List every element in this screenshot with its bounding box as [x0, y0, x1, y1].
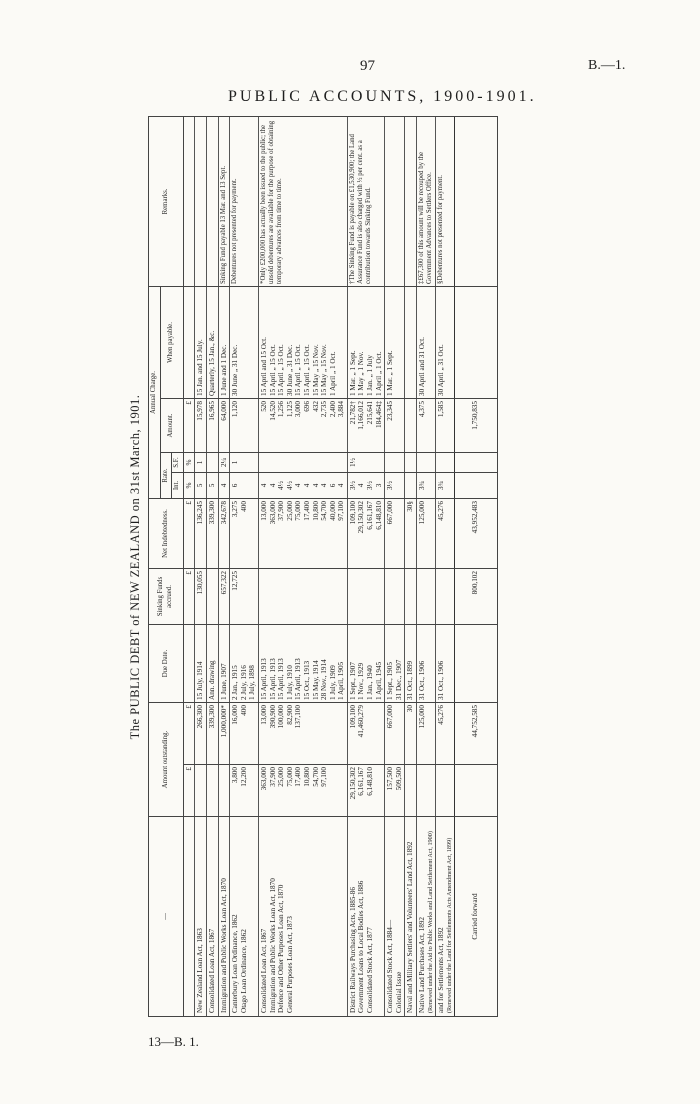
- unit-net: £: [183, 499, 195, 569]
- table-row: [417, 116, 436, 1016]
- cell-a2: 339,300: [206, 703, 218, 765]
- unit-a2: £: [183, 703, 195, 765]
- cell-loan: [385, 817, 405, 1017]
- unit-a1: £: [183, 765, 195, 817]
- cell-net: 136,245: [195, 499, 207, 569]
- cell-loan: [417, 817, 436, 1017]
- cell-a2: 667,000: [385, 703, 405, 765]
- cell-a2: 13,000 390,900 100,000 82,900 137,100: [258, 703, 347, 765]
- table-title: The PUBLIC DEBT of NEW ZEALAND on 31st March, 1901.: [128, 394, 142, 740]
- cell-int: 4: [218, 473, 230, 499]
- cell-a1: 3,800 12,200: [230, 765, 259, 817]
- cell-sf: 657,322: [218, 569, 230, 625]
- carried-a1: [454, 765, 497, 817]
- cell-sf: [347, 569, 384, 625]
- header-annual: Annual Charge.: [149, 286, 161, 498]
- cell-rsf: [385, 453, 405, 473]
- header-sinking: Sinking Funds accrued.: [149, 569, 184, 625]
- cell-int: [405, 473, 417, 499]
- cell-a1: [206, 765, 218, 817]
- carried-sf: 800,102: [454, 569, 497, 625]
- cell-amt: 1,120: [230, 399, 259, 453]
- loan-name: Consolidated Loan Act, 1867: [207, 928, 216, 1013]
- cell-int: 6: [230, 473, 259, 499]
- cell-rem: §Debentures not presented for payment.: [436, 116, 455, 286]
- cell-rem: *Only £200,000 has actually been issued to the public; the unsold debentures are available for the purpose of obtaining temporary advances from time to time.: [258, 116, 347, 286]
- cell-rsf: [436, 453, 455, 473]
- cell-a1: [195, 765, 207, 817]
- cell-net: 45,276: [436, 499, 455, 569]
- cell-a2: 125,000: [417, 703, 436, 765]
- cell-rem: [206, 116, 218, 286]
- header-due: Due Date.: [149, 625, 184, 703]
- cell-loan: [436, 817, 455, 1017]
- header-int: Int.: [172, 473, 184, 499]
- cell-int: 3½: [385, 473, 405, 499]
- unit-row: [183, 116, 195, 1016]
- header-net: Net Indebtedness.: [149, 499, 184, 569]
- carried-rsf: [454, 453, 497, 473]
- loan-name: Consolidated Loan Act, 1867 Immigration and Public Works Loan Act, 1870 Defence and Other Purposes Loan Act, 1870 General Purposes Loan Act, 1873: [259, 878, 294, 1013]
- cell-a2: 109,100 41,460,279: [347, 703, 384, 765]
- loan-renewal-note: (Renewed under the Land for Settlements Acts Amendment Act, 1899): [445, 837, 453, 1013]
- cell-amt: 21,782† 1,166,012 215,641 184,464‡: [347, 399, 384, 453]
- cell-rem: Sinking Fund payable 13 Mar. and 13 Sept.: [218, 116, 230, 286]
- cell-net: 342,678: [218, 499, 230, 569]
- cell-a2: 1,000,000*: [218, 703, 230, 765]
- cell-a1: [436, 765, 455, 817]
- cell-amt: 4,375: [417, 399, 436, 453]
- cell-due: 31 Oct., 1906: [436, 625, 455, 703]
- loan-name: Immigration and Public Works Loan Act, 1870: [219, 878, 228, 1013]
- cell-int: 5: [195, 473, 207, 499]
- cell-due: 15 April, 1913 15 April, 1913 15 April, 1913 1 July, 1910 15 April, 1913 15 Oct., 1913 15 May, 1914 28 Nov., 1914 1 July, 1909 1 April, 1905: [258, 625, 347, 703]
- cell-net: 13,000 363,000 37,900 25,000 75,000 17,400 10,800 54,700 40,000 97,100: [258, 499, 347, 569]
- cell-amt: 16,965: [206, 399, 218, 453]
- cell-net: 30§: [405, 499, 417, 569]
- cell-sf: 12,725: [230, 569, 259, 625]
- cell-net: 125,000: [417, 499, 436, 569]
- cell-net: 667,000: [385, 499, 405, 569]
- cell-when: 30 June „ 31 Dec.: [230, 286, 259, 398]
- cell-when: 30 April „ 31 Oct.: [436, 286, 455, 398]
- cell-amt: 520 14,520 1,256 1,125 3,000 696 432 2,735 2,400 3,884: [258, 399, 347, 453]
- cell-rsf: [258, 453, 347, 473]
- cell-due: 15 July, 1914: [195, 625, 207, 703]
- cell-rem: ‡£67,300 of this amount will be recouped by the Government Advances to Settlers Office.: [417, 116, 436, 286]
- cell-due: 31 Oct., 1906: [417, 625, 436, 703]
- cell-int: 3¾: [436, 473, 455, 499]
- header-when: When payable.: [160, 286, 183, 398]
- cell-sf: [258, 569, 347, 625]
- cell-when: 1 Mar. „ 1 Sept.: [385, 286, 405, 398]
- cell-due: 31 Oct., 1899: [405, 625, 417, 703]
- cell-due: 2 Jan., 1915 2 July, 1916 1 July, 1898: [230, 625, 259, 703]
- cell-rem: [195, 116, 207, 286]
- cell-sf: 130,055: [195, 569, 207, 625]
- cell-when: 15 Jan. and 15 July.: [195, 286, 207, 398]
- cell-loan: [405, 817, 417, 1017]
- table-row: [385, 116, 405, 1016]
- footer-mark: 13—B. 1.: [148, 1034, 199, 1049]
- cell-a1: [417, 765, 436, 817]
- loan-name: and for Settlements Act, 1892: [437, 927, 446, 1013]
- cell-loan: [230, 817, 259, 1017]
- unit-rsf: %: [183, 453, 195, 473]
- carried-when: [454, 286, 497, 398]
- header-amt: Amount.: [160, 399, 183, 453]
- loan-name: Consolidated Stock Act, 1884— Colonial Issue: [386, 919, 403, 1013]
- carried-amt: 1,750,835: [454, 399, 497, 453]
- carried-a2: 44,752,585: [454, 703, 497, 765]
- cell-due: 1 June, 1907: [218, 625, 230, 703]
- cell-rsf: 1½: [347, 453, 384, 473]
- cell-int: 3¾: [417, 473, 436, 499]
- cell-loan: [206, 817, 218, 1017]
- cell-net: 339,300: [206, 499, 218, 569]
- table-row: [195, 116, 207, 1016]
- cell-when: 1 June and 1 Dec.: [218, 286, 230, 398]
- cell-sf: [206, 569, 218, 625]
- carried-due: [454, 625, 497, 703]
- cell-when: 15 April and 15 Oct. 15 April „ 15 Oct. 15 April „ 15 Oct. 30 June „ 31 Dec. 15 April „ 15 Oct. 15 April „ 15 Oct. 15 May „ 15 Nov. 15 May „ 15 Nov. 1 April „ 1 Oct.: [258, 286, 347, 398]
- cell-due: 1 Sept., 1905 31 Dec., 1907: [385, 625, 405, 703]
- cell-amt: 64,000: [218, 399, 230, 453]
- loan-name: Native Land Purchases Act, 1892: [418, 916, 427, 1013]
- cell-amt: 1,585: [436, 399, 455, 453]
- cell-amt: 15,978: [195, 399, 207, 453]
- carried-net: 43,952,483: [454, 499, 497, 569]
- header-loan: —: [149, 817, 184, 1017]
- table-row: [230, 116, 259, 1016]
- page-number: 97: [360, 58, 375, 74]
- cell-loan: [218, 817, 230, 1017]
- carried-loan: Carried forward: [454, 817, 497, 1017]
- cell-rsf: [405, 453, 417, 473]
- loan-name: Canterbury Loan Ordinance, 1862 Otago Loan Ordinance, 1862: [231, 914, 248, 1013]
- cell-a1: 363,000 37,900 25,000 75,000 17,400 10,800 54,700 97,100: [258, 765, 347, 817]
- table-row: [206, 116, 218, 1016]
- cell-int: 3½ 4 3½ 3: [347, 473, 384, 499]
- table-row: [218, 116, 230, 1016]
- cell-rem: †The Sinking Fund is payable on £1,530,900; the Land Assurance Fund is also charged with ½ per cent. as a contribution towards Sinking Fund.: [347, 116, 384, 286]
- cell-when: [405, 286, 417, 398]
- cell-when: Quarterly, 15 Jan., &c.: [206, 286, 218, 398]
- cell-rsf: 1: [195, 453, 207, 473]
- table-body: [183, 116, 497, 1016]
- header-remarks: Remarks.: [149, 116, 184, 286]
- cell-loan: [347, 817, 384, 1017]
- cell-sf: [385, 569, 405, 625]
- loan-renewal-note: (Renewed under the Aid to Public Works and Land Settlement Act, 1900): [426, 831, 434, 1013]
- cell-rem: Debentures not presented for payment.: [230, 116, 259, 286]
- cell-amt: [405, 399, 417, 453]
- cell-a2: 266,300: [195, 703, 207, 765]
- cell-sf: [417, 569, 436, 625]
- cell-rem: [405, 116, 417, 286]
- series-mark: B.—1.: [588, 58, 626, 73]
- header-sf: S.F.: [172, 453, 184, 473]
- cell-int: 4 4 4½ 4½ 4 4 4 4 6 4: [258, 473, 347, 499]
- cell-a1: [218, 765, 230, 817]
- cell-rsf: [417, 453, 436, 473]
- cell-a2: 45,276: [436, 703, 455, 765]
- publication-title: PUBLIC ACCOUNTS, 1900-1901.: [228, 88, 537, 105]
- cell-rem: [385, 116, 405, 286]
- loan-name: Naval and Military Settlers' and Volunteers' Land Act, 1892: [406, 841, 415, 1013]
- cell-loan: [195, 817, 207, 1017]
- header-rate: Rate.: [160, 453, 172, 499]
- cell-due: Ann. drawing: [206, 625, 218, 703]
- loan-name: New Zealand Loan Act, 1863: [196, 928, 205, 1013]
- unit-int: %: [183, 473, 195, 499]
- cell-net: 109,100 29,150,302 6,161,167 6,148,810: [347, 499, 384, 569]
- cell-when: 30 April and 31 Oct.: [417, 286, 436, 398]
- cell-a1: 29,150,302 6,161,167 6,148,810: [347, 765, 384, 817]
- cell-loan: [258, 817, 347, 1017]
- unit-amt: £: [183, 399, 195, 453]
- header-amount: Amount outstanding.: [149, 703, 184, 817]
- cell-amt: 23,345: [385, 399, 405, 453]
- public-debt-table: [148, 116, 498, 1017]
- table-row: [405, 116, 417, 1016]
- cell-rsf: 1: [230, 453, 259, 473]
- table-row: [258, 116, 347, 1016]
- carried-forward-row: [454, 116, 497, 1016]
- loan-name: District Railways Purchasing Acts, 1885-86 Government Loans to Local Bodies Act, 1886 Consolidated Stock Act, 1877: [348, 880, 375, 1013]
- cell-int: 5: [206, 473, 218, 499]
- cell-a1: 157,500 509,500: [385, 765, 405, 817]
- cell-a1: [405, 765, 417, 817]
- unit-sf: £: [183, 569, 195, 625]
- table-row: [436, 116, 455, 1016]
- cell-rsf: 2¼: [218, 453, 230, 473]
- rotated-table-region: [128, 117, 628, 1017]
- carried-int: [454, 473, 497, 499]
- cell-when: 1 Mar. „ 1 Sept. 1 May „ 1 Nov. 1 Jan. „ 1 July 1 April „ 1 Oct.: [347, 286, 384, 398]
- cell-sf: [436, 569, 455, 625]
- cell-rsf: [206, 453, 218, 473]
- cell-due: 1 Sept., 1907 1 Nov., 1929 1 Jan., 1940 1 April, 1945: [347, 625, 384, 703]
- carried-rem: [454, 116, 497, 286]
- cell-sf: [405, 569, 417, 625]
- cell-a2: 30: [405, 703, 417, 765]
- cell-a2: 16,000 400: [230, 703, 259, 765]
- cell-net: 3,275 400: [230, 499, 259, 569]
- table-row: [347, 116, 384, 1016]
